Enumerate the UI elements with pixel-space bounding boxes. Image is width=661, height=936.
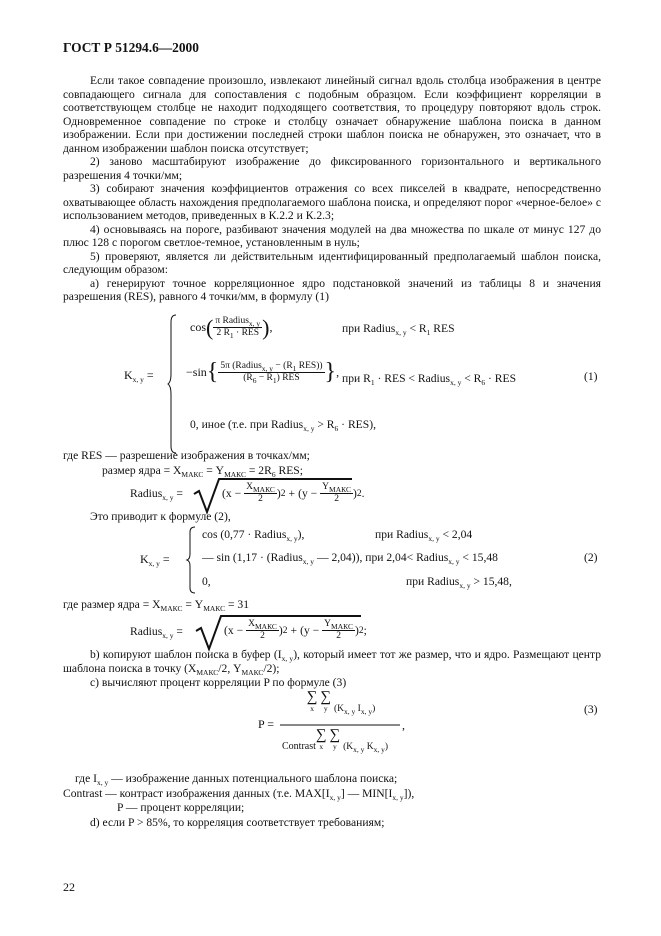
radius-formula-2-body: ( x − $\frac{X_{МАКС}}{2}$ ) 2 + ( y − $\frac{Y_{МАКС}}{2}$ ) 2 ; xyxy=(224,619,367,641)
formula3-denominator: Contrast∑ x ∑ y ($K_{x, y}$ $K_{x, y}$) xyxy=(282,727,389,754)
formula1-row2: −sin { $\frac{5\pi (Radius_{x, y} - (R_1 RES))}{(R_6 - R_1) RES}$ } , xyxy=(186,359,340,385)
formula3-number: (3) xyxy=(584,703,598,716)
def-P: P — процент корреляции; xyxy=(117,801,245,814)
body-text xyxy=(63,74,601,304)
res-definition: где RES — разрешение изображения в точках/мм; xyxy=(63,449,310,462)
formula1-lhs: $K_{x, y}$ = xyxy=(124,368,154,384)
formula3-numerator: ∑ x ∑ y ($K_{x, y}$ $I_{x, y}$) xyxy=(306,689,376,716)
formula2-lhs: $K_{x, y}$ = xyxy=(140,552,170,568)
formula1-number: (1) xyxy=(584,370,598,383)
core-size-2: где размер ядра = $X_{МАКС} = Y_{МАКС} = 31$ xyxy=(63,598,250,613)
formula2-row1: cos (0,77 · Radius$_{x, y}$), xyxy=(202,528,305,543)
paragraph-5a: а) генерируют точное корреляционное ядро подстановкой значений из таблицы 8 и значения разрешения (RES), равного 4 точки/мм, в формулу (1) xyxy=(63,276,601,303)
page-number: 22 xyxy=(63,880,75,894)
formula2-cond3: при Radius$_{x, y}$ > 15,48, xyxy=(406,575,512,590)
radius-formula-2-lhs: Radius$_{x, y}$ = xyxy=(130,625,183,640)
paragraph-5: 5) проверяют, является ли действительным идентифицированный предполагаемый шаблон поиска, следующим образом: xyxy=(63,249,601,276)
paragraph-c: с) вычисляют процент корреляции P по формуле (3) xyxy=(90,676,347,689)
formula3-comma: , xyxy=(402,718,405,732)
paragraph-3: 3) собирают значения коэффициентов отражения со всех пикселей в квадрате, непосредственно охватывающее область нахождения предполагаемого шаблона поиска, и определяют порог «черное-белое» с использованием методов, приведенных в К.2.2 и К.2.3; xyxy=(63,182,601,222)
formula2-row2: — sin (1,17 · (Radius$_{x, y}$ — 2,04)), при 2,04< Radius$_{x, y}$ < 15,48 xyxy=(202,551,498,566)
leads-to-formula-2: Это приводит к формуле (2), xyxy=(90,510,231,523)
formula2-number: (2) xyxy=(584,551,598,564)
radius-formula-1-body: ( x − $\frac{X_{МАКС}}{2}$ ) 2 + ( y − $\frac{Y_{МАКС}}{2}$ ) 2 . xyxy=(222,482,365,504)
paragraph-d: d) если P > 85%, то корреляция соответствует требованиям; xyxy=(90,816,385,829)
formula2-cond1: при Radius$_{x, y}$ < 2,04 xyxy=(375,528,473,543)
formula3-fraction-bar xyxy=(280,724,410,726)
formula2-brace xyxy=(187,526,197,594)
formula1-cond2: при $R_1$ · RES < Radius$_{x, y}$ < $R_6$ · RES xyxy=(342,372,517,387)
formula1-row3: 0, иное (т.е. при Radius$_{x, y}$ > $R_6 \cdot RES$), xyxy=(190,418,376,433)
formula2-row3: 0, xyxy=(202,575,211,588)
def-contrast: Contrast — контраст изображения данных (т.е. $MAX[I_{x, y}]$ — $MIN[I_{x, y}]$), xyxy=(63,787,415,802)
paragraph-2: 2) заново масштабируют изображение до фиксированного горизонтального и вертикального разрешения 4 точки/мм; xyxy=(63,155,601,182)
formula3-lhs: P = xyxy=(258,717,274,731)
document-header: ГОСТ Р 51294.6—2000 xyxy=(63,40,199,55)
def-I: где $I_{x, y}$ — изображение данных потенциального шаблона поиска; xyxy=(75,772,398,787)
paragraph-4: 4) основываясь на пороге, разбивают значения модулей на два множества по шкале от минус 127 до плюс 128 с порогом светлое-темное, установленным в нуль; xyxy=(63,222,601,249)
formula1-cond1: при Radius$_{x, y}$ < $R_1$ RES xyxy=(342,322,455,337)
radius-formula-1-lhs: Radius$_{x, y}$ = xyxy=(130,487,183,502)
paragraph-1: Если такое совпадение произошло, извлекают линейный сигнал вдоль столбца изображения в центре совпадающего сигнала для сопоставления с подобным образцом. Если коэффициент корреляции в соответствующем столбце не находит подходящего соответствия, то процедуру повторяют вдоль строк. Одновременное совпадение по строке и столбцу означает обнаружение шаблона поиска в данном изображении. Если при достижении последней строки шаблон поиска не обнаружен, это означает, что в данном изображении шаблон поиска отсутствует; xyxy=(63,74,601,155)
formula1-brace xyxy=(168,314,178,454)
formula1-row1: cos ( $\frac{\pi Radius_{x, y}}{2 R_1 \cdot RES}$ ) , xyxy=(190,314,273,340)
core-size-1: размер ядра = $X_{МАКС} = Y_{МАКС} = 2R_6$ RES; xyxy=(102,464,303,479)
paragraph-b: b) копируют шаблон поиска в буфер $(I_{x, y})$, который имеет тот же размер, что и ядро. Размещают центр шаблона поиска в точку ($X_{МАКС}/2$, $Y_{МАКС}/2$); xyxy=(63,648,602,677)
